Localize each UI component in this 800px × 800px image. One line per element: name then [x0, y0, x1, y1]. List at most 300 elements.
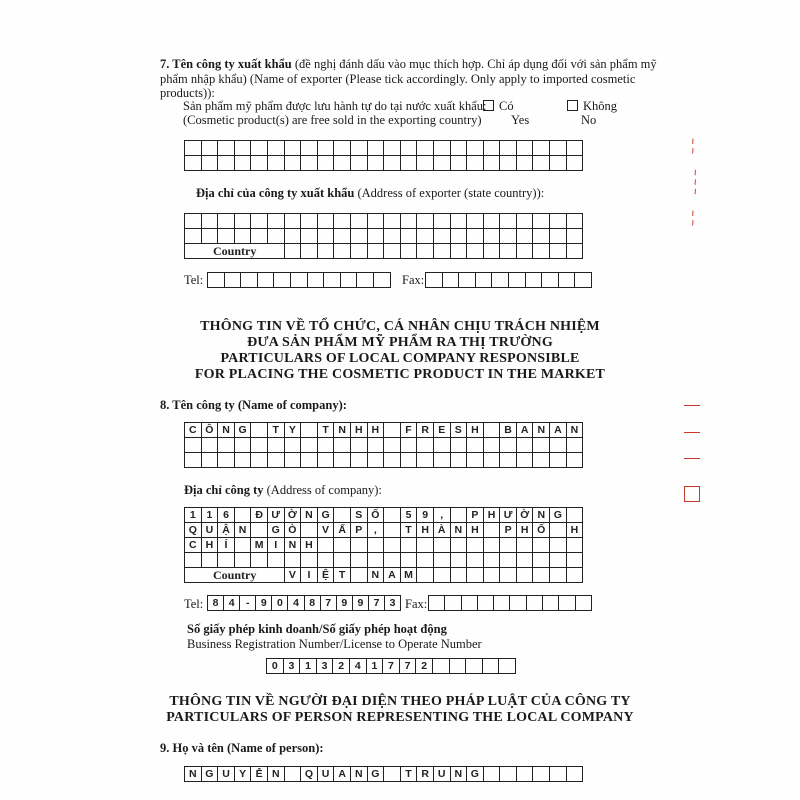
char-cell[interactable] — [417, 229, 434, 244]
char-cell[interactable]: Ễ — [251, 767, 268, 782]
char-cell[interactable] — [208, 273, 225, 288]
char-cell[interactable] — [268, 438, 285, 453]
char-cell[interactable]: Q — [185, 523, 202, 538]
char-cell[interactable] — [301, 523, 318, 538]
char-cell[interactable] — [274, 273, 291, 288]
char-cell[interactable] — [368, 141, 385, 156]
char-cell[interactable] — [550, 438, 567, 453]
char-cell[interactable]: 6 — [218, 508, 235, 523]
exporter-fax-grid[interactable] — [425, 272, 592, 288]
char-cell[interactable] — [509, 273, 526, 288]
char-cell[interactable] — [318, 453, 335, 468]
char-cell[interactable] — [401, 141, 418, 156]
char-cell[interactable]: I — [268, 538, 285, 553]
char-cell[interactable]: H — [368, 423, 385, 438]
char-cell[interactable] — [484, 438, 501, 453]
char-cell[interactable] — [251, 229, 268, 244]
char-cell[interactable] — [202, 156, 219, 171]
char-cell[interactable] — [351, 568, 368, 583]
char-cell[interactable] — [476, 273, 493, 288]
char-cell[interactable]: H — [467, 523, 484, 538]
char-cell[interactable]: B — [500, 423, 517, 438]
char-cell[interactable] — [285, 438, 302, 453]
char-cell[interactable] — [459, 273, 476, 288]
char-cell[interactable] — [334, 156, 351, 171]
char-cell[interactable] — [451, 553, 468, 568]
char-cell[interactable] — [334, 141, 351, 156]
char-cell[interactable] — [384, 453, 401, 468]
char-cell[interactable] — [484, 568, 501, 583]
char-cell[interactable]: N — [351, 767, 368, 782]
char-cell[interactable] — [517, 156, 534, 171]
char-cell[interactable]: I — [301, 568, 318, 583]
char-cell[interactable] — [451, 141, 468, 156]
char-cell[interactable] — [218, 156, 235, 171]
char-cell[interactable] — [268, 553, 285, 568]
char-cell[interactable] — [241, 273, 258, 288]
char-cell[interactable] — [500, 229, 517, 244]
char-cell[interactable] — [351, 538, 368, 553]
char-cell[interactable] — [318, 141, 335, 156]
char-cell[interactable] — [467, 229, 484, 244]
char-cell[interactable]: G — [268, 523, 285, 538]
char-cell[interactable] — [550, 229, 567, 244]
char-cell[interactable]: H — [467, 423, 484, 438]
char-cell[interactable] — [357, 273, 374, 288]
char-cell[interactable] — [533, 214, 550, 229]
char-cell[interactable]: V — [318, 523, 335, 538]
char-cell[interactable]: Ệ — [318, 568, 335, 583]
char-cell[interactable] — [202, 141, 219, 156]
char-cell[interactable] — [533, 538, 550, 553]
company-tel-grid[interactable] — [207, 595, 401, 611]
char-cell[interactable] — [462, 596, 478, 611]
char-cell[interactable]: A — [517, 423, 534, 438]
char-cell[interactable] — [202, 553, 219, 568]
char-cell[interactable]: Ờ — [517, 508, 534, 523]
char-cell[interactable]: 1 — [300, 659, 317, 674]
char-cell[interactable] — [559, 596, 575, 611]
char-cell[interactable] — [301, 244, 318, 259]
char-cell[interactable] — [185, 453, 202, 468]
char-cell[interactable] — [527, 596, 543, 611]
char-cell[interactable] — [285, 229, 302, 244]
char-cell[interactable]: G — [202, 767, 219, 782]
char-cell[interactable] — [384, 538, 401, 553]
char-cell[interactable] — [258, 273, 275, 288]
char-cell[interactable]: U — [434, 767, 451, 782]
char-cell[interactable] — [451, 156, 468, 171]
char-cell[interactable]: Q — [301, 767, 318, 782]
char-cell[interactable]: 1 — [367, 659, 384, 674]
char-cell[interactable] — [484, 214, 501, 229]
char-cell[interactable] — [500, 214, 517, 229]
char-cell[interactable]: U — [202, 523, 219, 538]
char-cell[interactable]: , — [434, 508, 451, 523]
char-cell[interactable] — [484, 553, 501, 568]
char-cell[interactable] — [533, 767, 550, 782]
char-cell[interactable] — [268, 141, 285, 156]
char-cell[interactable] — [251, 156, 268, 171]
char-cell[interactable] — [417, 568, 434, 583]
char-cell[interactable] — [285, 767, 302, 782]
char-cell[interactable] — [324, 273, 341, 288]
char-cell[interactable]: Ấ — [334, 523, 351, 538]
char-cell[interactable]: 9 — [256, 596, 272, 611]
char-cell[interactable] — [483, 659, 500, 674]
char-cell[interactable]: Ờ — [285, 508, 302, 523]
char-cell[interactable] — [368, 244, 385, 259]
char-cell[interactable]: T — [401, 523, 418, 538]
char-cell[interactable] — [318, 553, 335, 568]
char-cell[interactable]: Y — [285, 423, 302, 438]
char-cell[interactable]: Ư — [268, 508, 285, 523]
char-cell[interactable] — [550, 553, 567, 568]
char-cell[interactable] — [301, 553, 318, 568]
char-cell[interactable] — [434, 538, 451, 553]
char-cell[interactable] — [384, 141, 401, 156]
char-cell[interactable] — [450, 659, 467, 674]
char-cell[interactable]: 9 — [417, 508, 434, 523]
char-cell[interactable] — [401, 156, 418, 171]
char-cell[interactable] — [318, 538, 335, 553]
char-cell[interactable] — [218, 438, 235, 453]
char-cell[interactable]: Ư — [500, 508, 517, 523]
char-cell[interactable] — [368, 214, 385, 229]
char-cell[interactable] — [484, 229, 501, 244]
char-cell[interactable]: 0 — [267, 659, 284, 674]
char-cell[interactable]: E — [434, 423, 451, 438]
char-cell[interactable] — [492, 273, 509, 288]
char-cell[interactable] — [384, 508, 401, 523]
char-cell[interactable] — [351, 553, 368, 568]
char-cell[interactable] — [285, 553, 302, 568]
char-cell[interactable] — [426, 273, 443, 288]
char-cell[interactable] — [417, 141, 434, 156]
char-cell[interactable] — [467, 438, 484, 453]
char-cell[interactable] — [533, 438, 550, 453]
char-cell[interactable] — [576, 596, 592, 611]
char-cell[interactable] — [291, 273, 308, 288]
char-cell[interactable] — [434, 438, 451, 453]
char-cell[interactable] — [285, 244, 302, 259]
char-cell[interactable] — [401, 438, 418, 453]
char-cell[interactable]: Ò — [285, 523, 302, 538]
char-cell[interactable] — [567, 553, 584, 568]
char-cell[interactable]: 4 — [224, 596, 240, 611]
char-cell[interactable]: N — [268, 767, 285, 782]
char-cell[interactable]: A — [550, 423, 567, 438]
char-cell[interactable]: N — [451, 523, 468, 538]
exporter-name-grid[interactable] — [184, 140, 583, 171]
char-cell[interactable] — [517, 438, 534, 453]
char-cell[interactable]: T — [401, 767, 418, 782]
char-cell[interactable] — [368, 156, 385, 171]
char-cell[interactable] — [434, 229, 451, 244]
char-cell[interactable] — [500, 453, 517, 468]
char-cell[interactable] — [185, 229, 202, 244]
char-cell[interactable] — [341, 273, 358, 288]
char-cell[interactable]: T — [334, 568, 351, 583]
char-cell[interactable] — [235, 438, 252, 453]
char-cell[interactable] — [533, 553, 550, 568]
char-cell[interactable] — [517, 229, 534, 244]
char-cell[interactable] — [368, 453, 385, 468]
company-name-grid[interactable] — [184, 422, 583, 468]
char-cell[interactable] — [401, 214, 418, 229]
char-cell[interactable]: G — [368, 767, 385, 782]
char-cell[interactable] — [434, 453, 451, 468]
char-cell[interactable] — [451, 438, 468, 453]
char-cell[interactable]: 9 — [337, 596, 353, 611]
char-cell[interactable] — [285, 156, 302, 171]
char-cell[interactable] — [484, 423, 501, 438]
char-cell[interactable] — [334, 229, 351, 244]
char-cell[interactable] — [368, 438, 385, 453]
char-cell[interactable] — [185, 438, 202, 453]
char-cell[interactable] — [185, 553, 202, 568]
char-cell[interactable] — [467, 553, 484, 568]
char-cell[interactable]: G — [550, 508, 567, 523]
char-cell[interactable] — [443, 273, 460, 288]
option-yes[interactable] — [483, 99, 514, 114]
char-cell[interactable] — [500, 553, 517, 568]
char-cell[interactable]: V — [285, 568, 302, 583]
char-cell[interactable] — [285, 214, 302, 229]
char-cell[interactable] — [351, 438, 368, 453]
char-cell[interactable]: N — [533, 423, 550, 438]
char-cell[interactable] — [445, 596, 461, 611]
char-cell[interactable]: N — [301, 508, 318, 523]
char-cell[interactable] — [401, 453, 418, 468]
char-cell[interactable]: N — [185, 767, 202, 782]
char-cell[interactable] — [202, 229, 219, 244]
char-cell[interactable] — [517, 453, 534, 468]
char-cell[interactable] — [384, 553, 401, 568]
char-cell[interactable] — [467, 214, 484, 229]
option-no[interactable] — [567, 99, 617, 114]
char-cell[interactable]: 7 — [369, 596, 385, 611]
char-cell[interactable] — [334, 244, 351, 259]
char-cell[interactable] — [467, 453, 484, 468]
char-cell[interactable] — [451, 244, 468, 259]
char-cell[interactable] — [542, 273, 559, 288]
char-cell[interactable]: G — [467, 767, 484, 782]
char-cell[interactable] — [500, 438, 517, 453]
char-cell[interactable] — [384, 214, 401, 229]
char-cell[interactable]: P — [500, 523, 517, 538]
char-cell[interactable] — [550, 244, 567, 259]
char-cell[interactable] — [202, 214, 219, 229]
char-cell[interactable] — [567, 229, 584, 244]
char-cell[interactable]: S — [351, 508, 368, 523]
char-cell[interactable] — [533, 244, 550, 259]
char-cell[interactable] — [434, 141, 451, 156]
char-cell[interactable] — [467, 538, 484, 553]
char-cell[interactable] — [185, 141, 202, 156]
char-cell[interactable] — [235, 141, 252, 156]
char-cell[interactable] — [285, 453, 302, 468]
char-cell[interactable]: H — [517, 523, 534, 538]
char-cell[interactable] — [334, 538, 351, 553]
char-cell[interactable]: A — [384, 568, 401, 583]
char-cell[interactable] — [500, 141, 517, 156]
char-cell[interactable] — [451, 453, 468, 468]
char-cell[interactable]: H — [202, 538, 219, 553]
char-cell[interactable] — [235, 508, 252, 523]
char-cell[interactable]: 2 — [333, 659, 350, 674]
char-cell[interactable] — [251, 523, 268, 538]
char-cell[interactable] — [185, 214, 202, 229]
char-cell[interactable]: F — [401, 423, 418, 438]
char-cell[interactable]: 8 — [208, 596, 224, 611]
char-cell[interactable] — [268, 229, 285, 244]
char-cell[interactable] — [235, 553, 252, 568]
char-cell[interactable]: N — [451, 767, 468, 782]
char-cell[interactable] — [235, 229, 252, 244]
yes-checkbox[interactable] — [483, 100, 494, 111]
char-cell[interactable] — [218, 229, 235, 244]
char-cell[interactable] — [567, 244, 584, 259]
char-cell[interactable] — [384, 244, 401, 259]
char-cell[interactable] — [550, 568, 567, 583]
char-cell[interactable] — [567, 767, 584, 782]
char-cell[interactable]: Đ — [251, 508, 268, 523]
char-cell[interactable] — [401, 553, 418, 568]
char-cell[interactable] — [301, 214, 318, 229]
char-cell[interactable] — [451, 214, 468, 229]
char-cell[interactable] — [368, 553, 385, 568]
char-cell[interactable]: 0 — [272, 596, 288, 611]
char-cell[interactable] — [466, 659, 483, 674]
char-cell[interactable] — [533, 141, 550, 156]
char-cell[interactable] — [451, 508, 468, 523]
char-cell[interactable] — [351, 244, 368, 259]
exporter-address-grid[interactable] — [184, 213, 583, 259]
char-cell[interactable]: À — [434, 523, 451, 538]
char-cell[interactable] — [550, 453, 567, 468]
char-cell[interactable]: 3 — [317, 659, 334, 674]
char-cell[interactable] — [567, 568, 584, 583]
char-cell[interactable]: 3 — [385, 596, 401, 611]
char-cell[interactable] — [301, 156, 318, 171]
char-cell[interactable] — [500, 156, 517, 171]
char-cell[interactable] — [467, 156, 484, 171]
char-cell[interactable] — [251, 453, 268, 468]
char-cell[interactable] — [567, 453, 584, 468]
char-cell[interactable] — [517, 214, 534, 229]
char-cell[interactable]: M — [401, 568, 418, 583]
char-cell[interactable] — [550, 141, 567, 156]
char-cell[interactable]: H — [484, 508, 501, 523]
char-cell[interactable] — [301, 141, 318, 156]
char-cell[interactable] — [218, 553, 235, 568]
char-cell[interactable]: , — [368, 523, 385, 538]
char-cell[interactable] — [351, 214, 368, 229]
char-cell[interactable] — [368, 229, 385, 244]
char-cell[interactable] — [401, 538, 418, 553]
char-cell[interactable] — [510, 596, 526, 611]
char-cell[interactable] — [567, 438, 584, 453]
char-cell[interactable]: 4 — [288, 596, 304, 611]
char-cell[interactable] — [517, 244, 534, 259]
char-cell[interactable]: Y — [235, 767, 252, 782]
char-cell[interactable] — [484, 538, 501, 553]
char-cell[interactable] — [550, 538, 567, 553]
char-cell[interactable] — [218, 141, 235, 156]
char-cell[interactable] — [478, 596, 494, 611]
char-cell[interactable] — [550, 156, 567, 171]
char-cell[interactable] — [351, 229, 368, 244]
char-cell[interactable]: R — [417, 423, 434, 438]
char-cell[interactable] — [484, 453, 501, 468]
char-cell[interactable]: N — [285, 538, 302, 553]
person-name-grid[interactable] — [184, 766, 583, 782]
char-cell[interactable] — [567, 156, 584, 171]
char-cell[interactable] — [484, 156, 501, 171]
char-cell[interactable] — [268, 453, 285, 468]
char-cell[interactable] — [251, 214, 268, 229]
char-cell[interactable] — [318, 438, 335, 453]
char-cell[interactable] — [451, 568, 468, 583]
char-cell[interactable] — [334, 438, 351, 453]
char-cell[interactable] — [251, 141, 268, 156]
char-cell[interactable] — [202, 438, 219, 453]
char-cell[interactable]: H — [417, 523, 434, 538]
char-cell[interactable] — [500, 767, 517, 782]
char-cell[interactable]: N — [334, 423, 351, 438]
char-cell[interactable]: S — [451, 423, 468, 438]
char-cell[interactable] — [351, 453, 368, 468]
char-cell[interactable]: P — [351, 523, 368, 538]
char-cell[interactable]: H — [567, 523, 584, 538]
char-cell[interactable] — [251, 553, 268, 568]
char-cell[interactable]: Í — [218, 538, 235, 553]
char-cell[interactable] — [543, 596, 559, 611]
char-cell[interactable] — [517, 538, 534, 553]
char-cell[interactable] — [417, 156, 434, 171]
char-cell[interactable]: H — [351, 423, 368, 438]
char-cell[interactable] — [318, 229, 335, 244]
char-cell[interactable]: 3 — [284, 659, 301, 674]
char-cell[interactable] — [517, 553, 534, 568]
char-cell[interactable]: A — [334, 767, 351, 782]
char-cell[interactable] — [500, 538, 517, 553]
char-cell[interactable] — [417, 453, 434, 468]
char-cell[interactable] — [434, 568, 451, 583]
char-cell[interactable] — [218, 214, 235, 229]
char-cell[interactable] — [384, 523, 401, 538]
char-cell[interactable] — [567, 508, 584, 523]
char-cell[interactable] — [500, 244, 517, 259]
char-cell[interactable] — [285, 141, 302, 156]
char-cell[interactable]: C — [185, 423, 202, 438]
char-cell[interactable]: H — [301, 538, 318, 553]
char-cell[interactable] — [499, 659, 516, 674]
char-cell[interactable]: N — [533, 508, 550, 523]
char-cell[interactable] — [318, 244, 335, 259]
char-cell[interactable] — [235, 453, 252, 468]
char-cell[interactable]: 9 — [353, 596, 369, 611]
char-cell[interactable] — [417, 244, 434, 259]
char-cell[interactable] — [334, 553, 351, 568]
char-cell[interactable] — [484, 767, 501, 782]
char-cell[interactable] — [533, 453, 550, 468]
char-cell[interactable] — [301, 438, 318, 453]
company-fax-grid[interactable] — [428, 595, 592, 611]
char-cell[interactable] — [268, 214, 285, 229]
no-checkbox[interactable] — [567, 100, 578, 111]
